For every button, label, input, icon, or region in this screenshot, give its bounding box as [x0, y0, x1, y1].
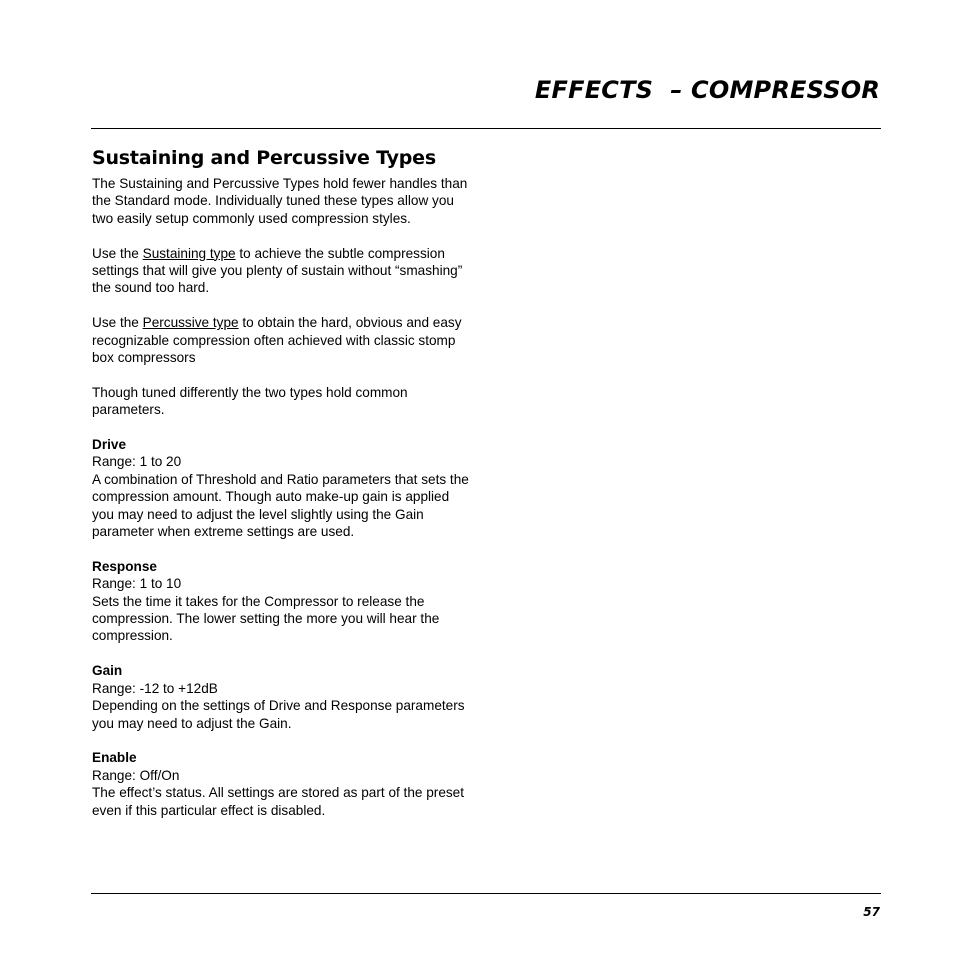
sustaining-paragraph: Use the Sustaining type to achieve the subtle compression settings that will give you plenty of sustain without “smashing” the sound too hard.	[92, 245, 463, 296]
parameter-gain	[92, 662, 472, 732]
parameter-range: Range: 1 to 10	[92, 576, 182, 592]
parameter-range: Range: Off/On	[92, 767, 180, 783]
common-parameters-paragraph: Though tuned differently the two types hold common parameters.	[92, 384, 408, 418]
page-number: 57	[863, 905, 880, 919]
percussive-type-link[interactable]: Percussive type	[142, 315, 239, 331]
parameter-range: Range: -12 to +12dB	[92, 680, 218, 696]
parameter-description: The effect’s status. All settings are stored as part of the preset even if this particular effect is disabled.	[92, 785, 465, 818]
parameter-description: A combination of Threshold and Ratio parameters that sets the compression amount. Though auto make-up gain is applied you may need to adjust the level slightly using the Gain parameter when extreme settings are used.	[92, 471, 469, 540]
page-header-title: EFFECTS – COMPRESSOR	[534, 76, 880, 104]
parameter-name: Enable	[92, 750, 137, 766]
parameter-description: Depending on the settings of Drive and Response parameters you may need to adjust the Gain.	[92, 698, 465, 731]
footer-rule	[91, 893, 881, 894]
parameter-name: Drive	[92, 437, 127, 453]
parameter-drive	[92, 436, 472, 540]
parameter-range: Range: 1 to 20	[92, 454, 182, 470]
parameter-name: Gain	[92, 663, 123, 679]
percussive-paragraph: Use the Percussive type to obtain the hard, obvious and easy recognizable compression often achieved with classic stomp box compressors	[92, 315, 462, 366]
intro-paragraph: The Sustaining and Percussive Types hold fewer handles than the Standard mode. Individually tuned these types allow you two easily setup commonly used compression styles.	[92, 176, 468, 226]
sustaining-type-link[interactable]: Sustaining type	[142, 245, 236, 261]
parameter-name: Response	[92, 558, 157, 574]
parameter-response	[92, 558, 472, 645]
parameter-description: Sets the time it takes for the Compressor to release the compression. The lower setting the more you will hear the compression.	[92, 593, 440, 644]
parameter-enable	[92, 749, 472, 819]
section-title: Sustaining and Percussive Types	[92, 147, 436, 169]
header-rule	[91, 128, 881, 129]
main-content	[92, 147, 472, 819]
